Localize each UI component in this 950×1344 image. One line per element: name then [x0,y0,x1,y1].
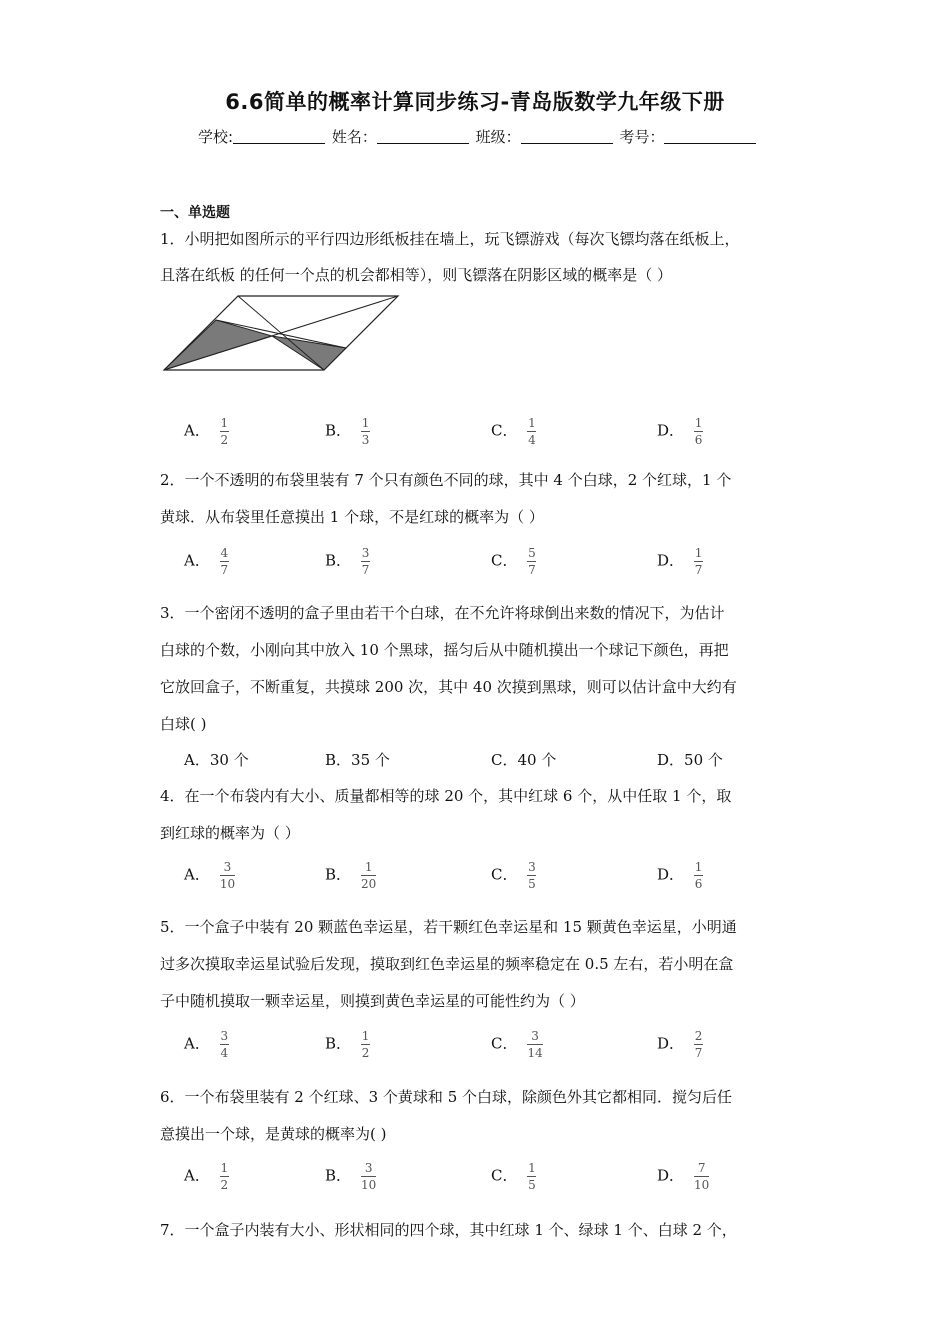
fraction: $\frac{3}{10}$ [361,1161,377,1192]
q3-option-c[interactable]: C．40 个 [491,751,557,769]
fraction: $\frac{1}{7}$ [694,546,703,577]
shaded-triangle-left [164,320,272,370]
page-title: 6.6简单的概率计算同步练习-青岛版数学九年级下册 [225,90,725,114]
q5-line3: 子中随机摸取一颗幸运星，则摸到黄色幸运星的可能性约为（ ） [160,992,585,1010]
shaded-triangle-right [272,336,346,370]
q2-option-d[interactable]: D． $\frac{1}{7}$ [657,546,703,577]
fraction: $\frac{3}{5}$ [528,860,536,891]
section-heading: 一、单选题 [160,205,230,221]
q6-option-c[interactable]: C． $\frac{1}{5}$ [491,1161,536,1192]
q6-line1: 6．一个布袋里装有 2 个红球、3 个黄球和 5 个白球，除颜色外其它都相同．搅匀后任 [160,1088,733,1106]
q1-line1: 1．小明把如图所示的平行四边形纸板挂在墙上，玩飞镖游戏（每次飞镖均落在纸板上， [160,230,740,248]
q6-option-a[interactable]: A． $\frac{1}{2}$ [184,1161,229,1192]
q2-option-b[interactable]: B． $\frac{3}{7}$ [325,546,370,577]
q1-option-b[interactable]: B． $\frac{1}{3}$ [325,416,370,447]
fraction: $\frac{1}{2}$ [220,1161,229,1192]
exam-no-label: 考号： [619,128,665,146]
q6-option-b[interactable]: B． $\frac{3}{10}$ [325,1161,377,1192]
q1-line2: 且落在纸板 的任何一个点的机会都相等），则飞镖落在阴影区域的概率是（ ） [160,266,673,284]
fraction: $\frac{1}{2}$ [220,416,229,447]
q5-option-a[interactable]: A． $\frac{3}{4}$ [184,1029,229,1060]
fraction: $\frac{1}{6}$ [694,860,703,891]
name-label: 姓名： [331,128,377,146]
q3-line3: 它放回盒子，不断重复，共摸球 200 次，其中 40 次摸到黑球，则可以估计盒中大约有 [160,678,737,696]
fraction: $\frac{3}{7}$ [361,546,370,577]
parallelogram-figure [160,292,400,374]
q2-line1: 2．一个不透明的布袋里装有 7 个只有颜色不同的球，其中 4 个白球，2 个红球，1 个 [160,471,732,489]
name-blank[interactable] [377,129,469,144]
fraction: $\frac{4}{7}$ [220,546,229,577]
fraction: $\frac{5}{7}$ [528,546,536,577]
q4-line1: 4．在一个布袋内有大小、质量都相等的球 20 个，其中红球 6 个，从中任取 1 个，取 [160,787,732,805]
fraction: $\frac{1}{3}$ [361,416,370,447]
q4-line2: 到红球的概率为（ ） [160,824,300,842]
q5-line1: 5．一个盒子中装有 20 颗蓝色幸运星，若干颗红色幸运星和 15 颗黄色幸运星，小明通 [160,918,737,936]
school-label: 学校: [198,128,234,146]
q2-option-a[interactable]: A． $\frac{4}{7}$ [184,546,229,577]
class-blank[interactable] [521,129,613,144]
q6-line2: 意摸出一个球，是黄球的概率为( ) [160,1125,387,1143]
q4-option-b[interactable]: B． $\frac{1}{20}$ [325,860,377,891]
q5-option-c[interactable]: C． $\frac{3}{14}$ [491,1029,543,1060]
exam-no-blank[interactable] [664,129,756,144]
q3-line4: 白球( ) [160,715,207,733]
q1-option-a[interactable]: A． $\frac{1}{2}$ [184,416,229,447]
q4-option-a[interactable]: A． $\frac{3}{10}$ [184,860,236,891]
q4-option-c[interactable]: C． $\frac{3}{5}$ [491,860,536,891]
q3-option-d[interactable]: D．50 个 [657,751,723,769]
q1-option-c[interactable]: C． $\frac{1}{4}$ [491,416,536,447]
fraction: $\frac{1}{5}$ [528,1161,536,1192]
fraction: $\frac{2}{7}$ [694,1029,703,1060]
q3-option-a[interactable]: A．30 个 [184,751,249,769]
q5-option-d[interactable]: D． $\frac{2}{7}$ [657,1029,703,1060]
school-blank[interactable] [233,129,325,144]
fraction: $\frac{3}{14}$ [527,1029,543,1060]
class-label: 班级： [475,128,521,146]
q4-option-d[interactable]: D． $\frac{1}{6}$ [657,860,703,891]
student-info-row [198,126,758,147]
fraction: $\frac{1}{4}$ [528,416,536,447]
fraction: $\frac{1}{20}$ [361,860,377,891]
q3-option-b[interactable]: B．35 个 [325,751,390,769]
q1-option-d[interactable]: D． $\frac{1}{6}$ [657,416,703,447]
q3-line1: 3．一个密闭不透明的盒子里由若干个白球，在不允许将球倒出来数的情况下，为估计 [160,604,725,622]
q3-line2: 白球的个数，小刚向其中放入 10 个黑球，摇匀后从中随机摸出一个球记下颜色，再把 [160,641,729,659]
fraction: $\frac{1}{6}$ [694,416,703,447]
fraction: $\frac{7}{10}$ [694,1161,710,1192]
q2-line2: 黄球．从布袋里任意摸出 1 个球，不是红球的概率为（ ） [160,508,544,526]
q5-option-b[interactable]: B． $\frac{1}{2}$ [325,1029,370,1060]
q2-option-c[interactable]: C． $\frac{5}{7}$ [491,546,536,577]
q6-option-d[interactable]: D． $\frac{7}{10}$ [657,1161,710,1192]
fraction: $\frac{3}{4}$ [220,1029,229,1060]
q5-line2: 过多次摸取幸运星试验后发现，摸取到红色幸运星的频率稳定在 0.5 左右，若小明在盒 [160,955,734,973]
fraction: $\frac{1}{2}$ [361,1029,370,1060]
fraction: $\frac{3}{10}$ [219,860,236,891]
q7-line1: 7．一个盒子内装有大小、形状相同的四个球，其中红球 1 个、绿球 1 个、白球 2 个， [160,1221,737,1239]
